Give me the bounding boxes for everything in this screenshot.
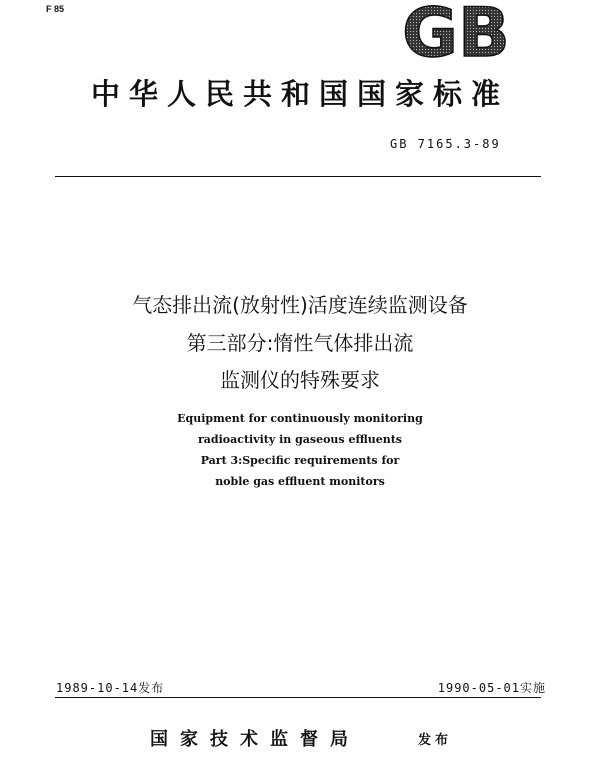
national-standard-title: 中华人民共和国国家标准 <box>90 77 509 111</box>
en-title-line-2: radioactivity in gaseous effluents <box>197 433 402 446</box>
implementation-date: 1990-05-01实施 <box>437 681 546 695</box>
issue-date: 1989-10-14发布 <box>56 681 165 695</box>
cn-title-line-3: 监测仪的特殊要求 <box>220 368 380 392</box>
gb-logo <box>394 0 518 60</box>
standard-number: GB 7165.3-89 <box>390 137 501 151</box>
header-divider <box>55 176 541 177</box>
cn-title-line-1: 气态排出流(放射性)活度连续监测设备 <box>132 293 468 317</box>
logo-lettering: GB <box>402 0 510 60</box>
en-title-line-4: noble gas effluent monitors <box>215 475 385 488</box>
classification-code: F 85 <box>46 4 65 14</box>
en-title-line-1: Equipment for continuously monitoring <box>177 412 423 425</box>
en-title-line-3: Part 3:Specific requirements for <box>200 454 400 467</box>
cn-title-line-2: 第三部分:惰性气体排出流 <box>186 331 414 355</box>
issuing-authority: 国家技术监督局 <box>150 729 360 750</box>
issue-label: 发布 <box>418 733 453 748</box>
footer-divider <box>55 697 541 698</box>
